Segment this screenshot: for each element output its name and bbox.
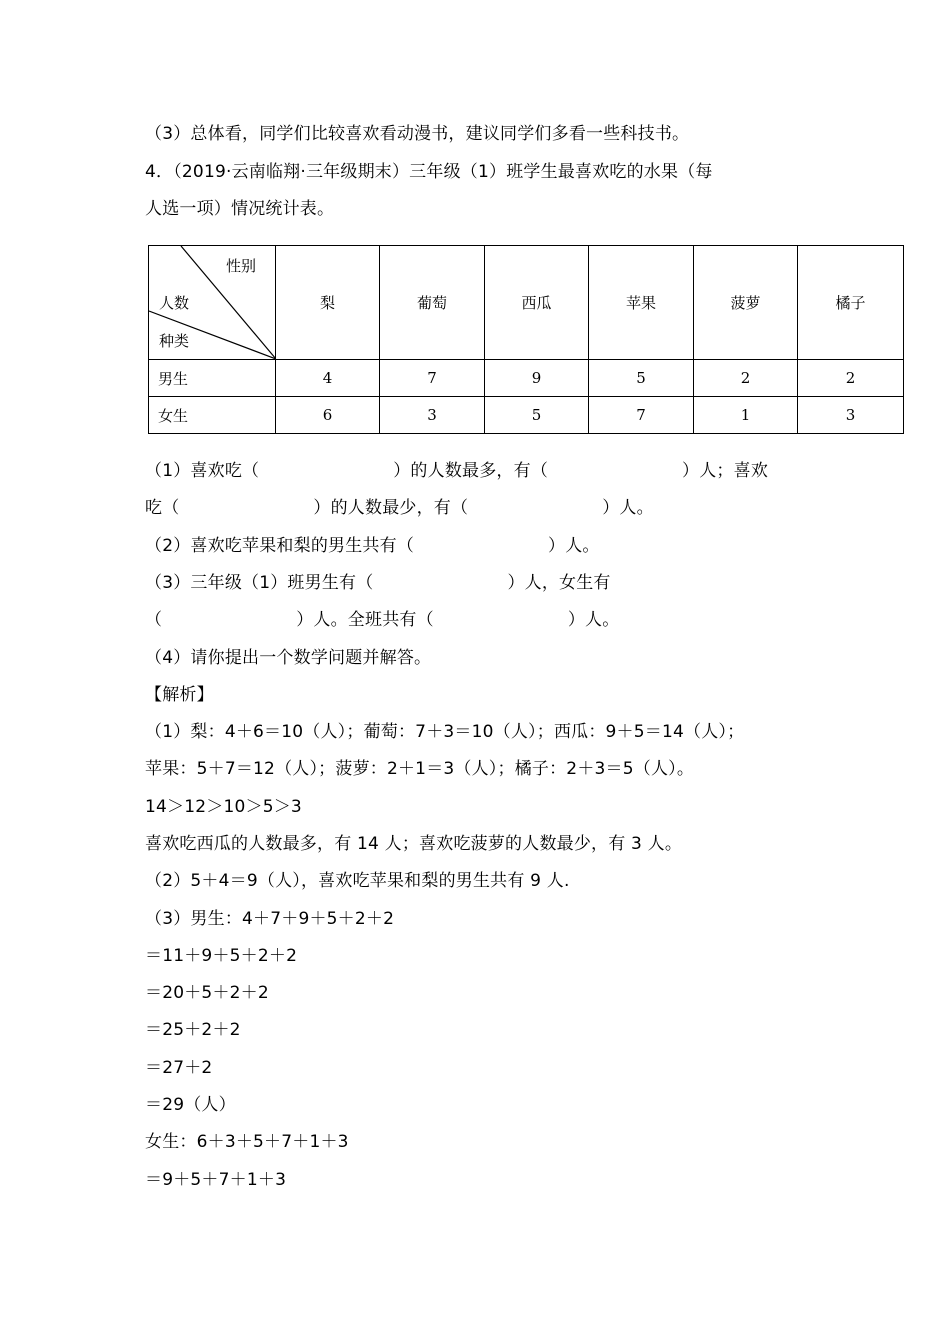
q3-conclusion: （3）总体看，同学们比较喜欢看动漫书，建议同学们多看一些科技书。 <box>145 124 690 144</box>
question-4-title-line1: 4．（2019·云南临翔·三年级期末）三年级（1）班学生最喜欢吃的水果（每 <box>145 162 713 182</box>
cell-boys-orange: 2 <box>798 360 904 397</box>
cell-boys-pear: 4 <box>276 360 380 397</box>
question-1-line2: 吃（ ）的人数最少，有（ ）人。 <box>145 498 654 518</box>
corner-label-kind: 种类 <box>159 332 190 350</box>
question-3-line1: （3）三年级（1）班男生有（ ）人，女生有 <box>145 573 611 593</box>
analysis-heading: 【解析】 <box>145 685 214 705</box>
corner-label-count: 人数 <box>159 294 190 312</box>
analysis-line: ＝11＋9＋5＋2＋2 <box>145 946 298 966</box>
analysis-line: （3）男生：4＋7＋9＋5＋2＋2 <box>145 909 395 929</box>
question-4-title-line2: 人选一项）情况统计表。 <box>145 199 335 219</box>
header-apple: 苹果 <box>589 246 694 360</box>
table-corner-header <box>149 246 276 360</box>
cell-girls-pineapple: 1 <box>694 397 798 434</box>
row-label-boys: 男生 <box>149 360 276 397</box>
analysis-line: （2）5＋4＝9（人），喜欢吃苹果和梨的男生共有 9 人. <box>145 871 570 891</box>
fruit-preference-table <box>148 245 904 434</box>
question-3-line2: （ ）人。全班共有（ ）人。 <box>145 610 620 630</box>
header-watermelon: 西瓜 <box>485 246 589 360</box>
analysis-line: ＝20＋5＋2＋2 <box>145 983 269 1003</box>
header-pear: 梨 <box>276 246 380 360</box>
analysis-line: 女生：6＋3＋5＋7＋1＋3 <box>145 1132 349 1152</box>
table-row-girls <box>149 397 904 434</box>
question-2: （2）喜欢吃苹果和梨的男生共有（ ）人。 <box>145 536 600 556</box>
header-pineapple: 菠萝 <box>694 246 798 360</box>
cell-girls-pear: 6 <box>276 397 380 434</box>
row-label-girls: 女生 <box>149 397 276 434</box>
table-row-boys <box>149 360 904 397</box>
cell-boys-grape: 7 <box>380 360 485 397</box>
analysis-line: ＝29（人） <box>145 1095 236 1115</box>
analysis-line: ＝25＋2＋2 <box>145 1020 241 1040</box>
question-1-line1: （1）喜欢吃（ ）的人数最多，有（ ）人；喜欢 <box>145 461 769 481</box>
cell-girls-grape: 3 <box>380 397 485 434</box>
analysis-line: 14＞12＞10＞5＞3 <box>145 797 302 817</box>
cell-girls-apple: 7 <box>589 397 694 434</box>
corner-label-gender: 性别 <box>226 257 257 275</box>
analysis-line: ＝27＋2 <box>145 1058 213 1078</box>
header-orange: 橘子 <box>798 246 904 360</box>
analysis-line: 苹果：5＋7＝12（人）；菠萝：2＋1＝3（人）；橘子：2＋3＝5（人）。 <box>145 759 695 779</box>
cell-boys-pineapple: 2 <box>694 360 798 397</box>
analysis-line: （1）梨：4＋6＝10（人）；葡萄：7＋3＝10（人）；西瓜：9＋5＝14（人）； <box>145 722 745 742</box>
question-4: （4）请你提出一个数学问题并解答。 <box>145 648 432 668</box>
header-grape: 葡萄 <box>380 246 485 360</box>
cell-boys-apple: 5 <box>589 360 694 397</box>
cell-girls-orange: 3 <box>798 397 904 434</box>
cell-girls-watermelon: 5 <box>485 397 589 434</box>
cell-boys-watermelon: 9 <box>485 360 589 397</box>
analysis-line: ＝9＋5＋7＋1＋3 <box>145 1170 287 1190</box>
analysis-line: 喜欢吃西瓜的人数最多，有 14 人；喜欢吃菠萝的人数最少，有 3 人。 <box>145 834 683 854</box>
